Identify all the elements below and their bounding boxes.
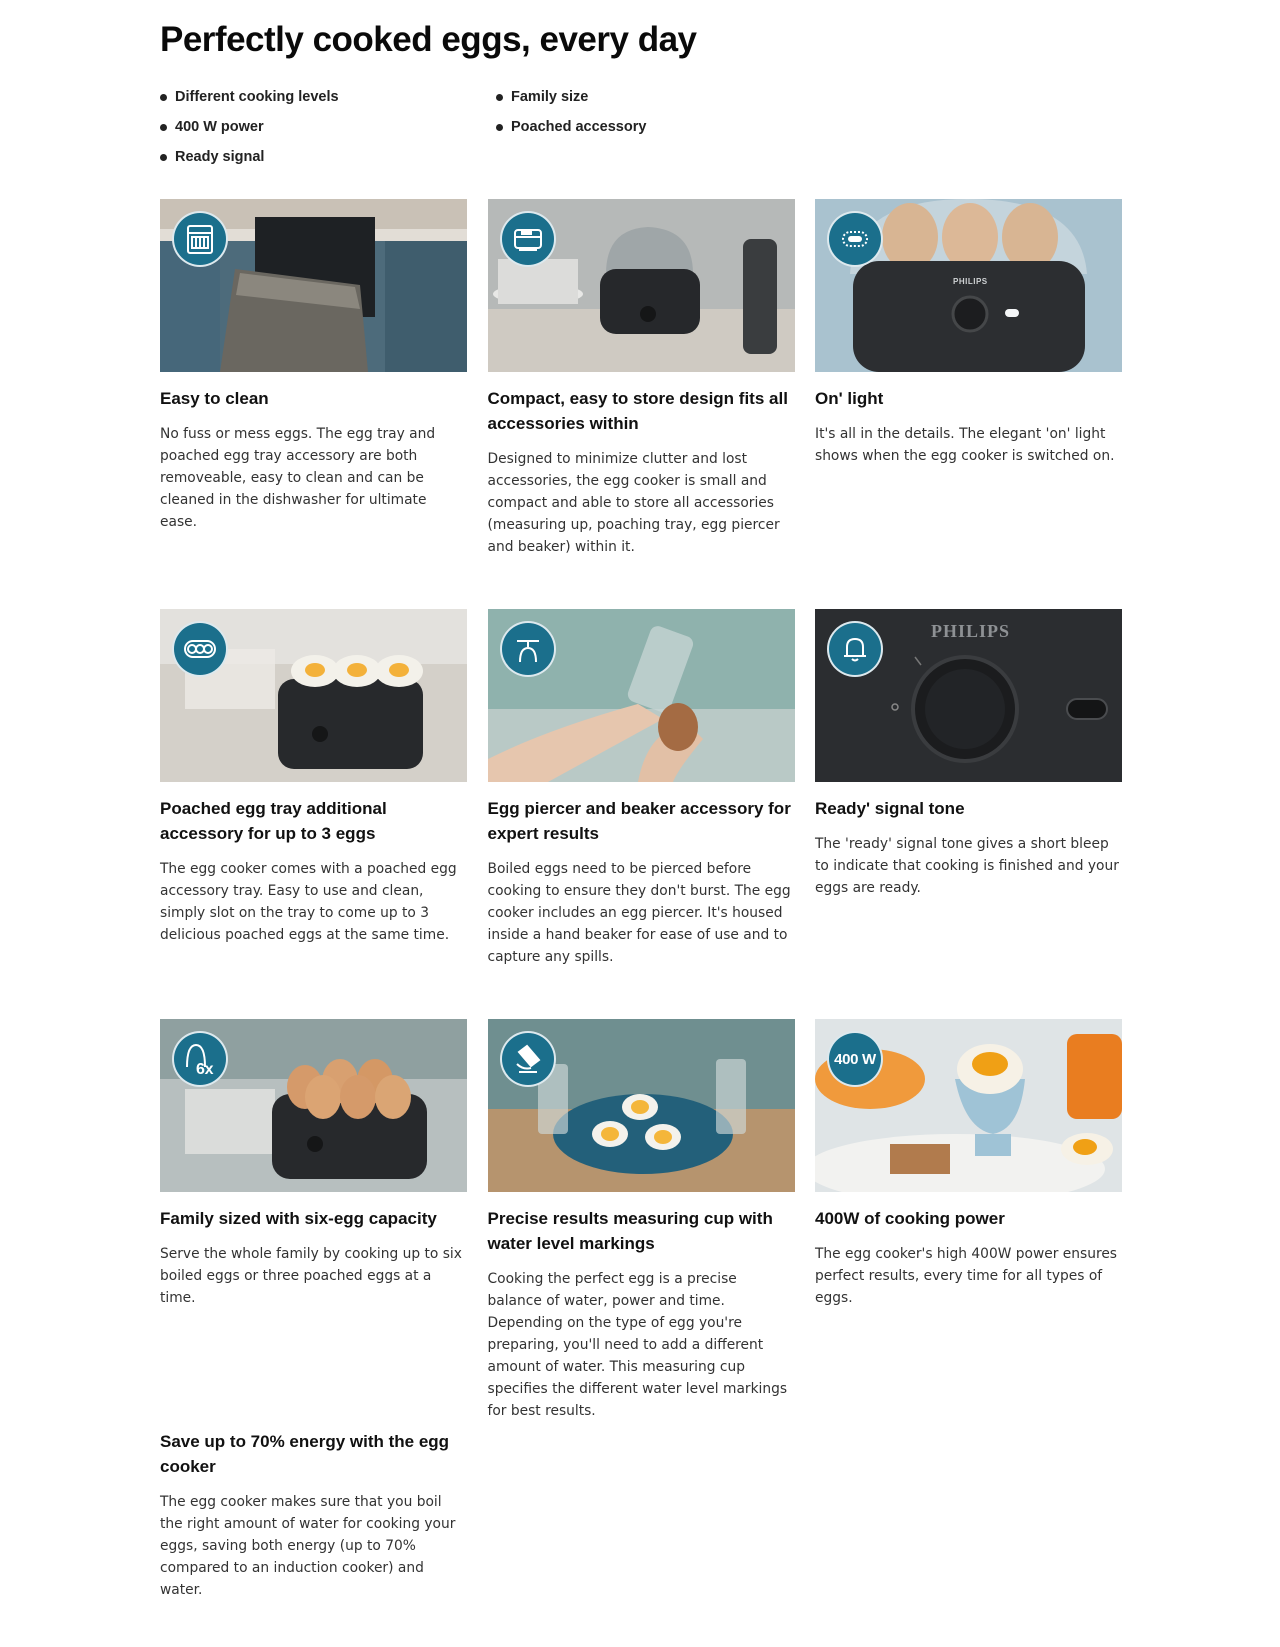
feature-title: 400W of cooking power (815, 1209, 1005, 1228)
highlight-item: Ready signal (160, 146, 496, 168)
dishwasher-icon (172, 211, 228, 267)
feature-image-on-light (815, 199, 1122, 372)
feature-description: Cooking the perfect egg is a precise balance of water, power and time. Depending on the type of egg you're preparing, you'll need to add a different amount of water. This measuring cup specifies the different water level markings for best results. (487, 1271, 788, 1419)
feature-title: Poached egg tray additional accessory for up to 3 eggs (160, 799, 387, 843)
six-eggs-icon (172, 1031, 228, 1087)
bell-icon (827, 621, 883, 677)
feature-description: The egg cooker comes with a poached egg accessory tray. Easy to use and clean, simply slot on the tray to come up to 3 delicious poached eggs at the same time. (160, 861, 457, 943)
feature-image-breakfast (815, 1019, 1122, 1192)
feature-grid (160, 199, 1122, 1629)
philips-logo: PHILIPS (931, 621, 1011, 641)
highlights-list (160, 86, 840, 168)
poached-eggs-icon (172, 621, 228, 677)
feature-card-measuring-cup (488, 1019, 795, 1429)
on-light-icon (827, 211, 883, 267)
measuring-cup-icon (500, 1031, 556, 1087)
feature-image-six-eggs (160, 1019, 467, 1192)
egg-piercer-icon (500, 621, 556, 677)
feature-title: Precise results measuring cup with water level markings (487, 1209, 773, 1253)
feature-image-poached-eggs (160, 609, 467, 782)
page-title: Perfectly cooked eggs, every day (160, 20, 697, 59)
feature-title: Easy to clean (160, 389, 269, 408)
highlight-item: Different cooking levels (160, 86, 496, 108)
feature-title: Save up to 70% energy with the egg cooker (160, 1432, 450, 1476)
feature-description: Designed to minimize clutter and lost accessories, the egg cooker is small and compact and able to store all accessories (measuring up, poaching tray, egg piercer and beaker) within it. (487, 451, 780, 555)
highlight-item: Family size (496, 86, 832, 108)
feature-image-measuring-cup (488, 1019, 795, 1192)
feature-card-ready-signal (815, 609, 1122, 1019)
feature-card-poached-tray (160, 609, 467, 1019)
feature-description: The 'ready' signal tone gives a short bleep to indicate that cooking is finished and your eggs are ready. (815, 836, 1119, 896)
feature-title: Egg piercer and beaker accessory for expert results (487, 799, 791, 843)
storage-icon (500, 211, 556, 267)
feature-title: Compact, easy to store design fits all accessories within (487, 389, 788, 433)
feature-description: The egg cooker makes sure that you boil the right amount of water for cooking your eggs, saving both energy (up to 70% compared to an induction cooker) and water. (160, 1494, 456, 1598)
feature-description: It's all in the details. The elegant 'on' light shows when the egg cooker is switched on. (815, 426, 1115, 464)
power-400w-label: 400 W (834, 1050, 876, 1068)
feature-description: The egg cooker's high 400W power ensures perfect results, every time for all types of eggs. (815, 1246, 1117, 1306)
feature-card-compact-design (488, 199, 795, 609)
feature-card-family-size (160, 1019, 467, 1429)
feature-title: On' light (815, 389, 884, 408)
feature-card-cooking-power (815, 1019, 1122, 1429)
highlight-item: 400 W power (160, 116, 496, 138)
feature-image-egg-piercer (488, 609, 795, 782)
feature-image-ready-signal (815, 609, 1122, 782)
feature-card-on-light (815, 199, 1122, 609)
feature-card-energy-saving (160, 1429, 467, 1629)
power-400w-icon (827, 1031, 883, 1087)
six-eggs-label: 6x (196, 1061, 214, 1078)
feature-image-dishwasher (160, 199, 467, 372)
highlight-item: Poached accessory (496, 116, 832, 138)
feature-title: Ready' signal tone (815, 799, 965, 818)
feature-title: Family sized with six-egg capacity (160, 1209, 437, 1228)
feature-description: Serve the whole family by cooking up to six boiled eggs or three poached eggs at a time. (160, 1246, 462, 1306)
feature-description: Boiled eggs need to be pierced before cooking to ensure they don't burst. The egg cooker includes an egg piercer. It's housed inside a hand beaker for ease of use and to capture any spills. (487, 861, 791, 965)
philips-logo: PHILIPS (953, 277, 988, 286)
feature-description: No fuss or mess eggs. The egg tray and poached egg tray accessory are both removeable, easy to clean and can be cleaned in the dishwasher for ultimate ease. (160, 426, 436, 530)
feature-card-easy-to-clean (160, 199, 467, 609)
feature-image-compact-cooker (488, 199, 795, 372)
feature-card-egg-piercer (488, 609, 795, 1019)
